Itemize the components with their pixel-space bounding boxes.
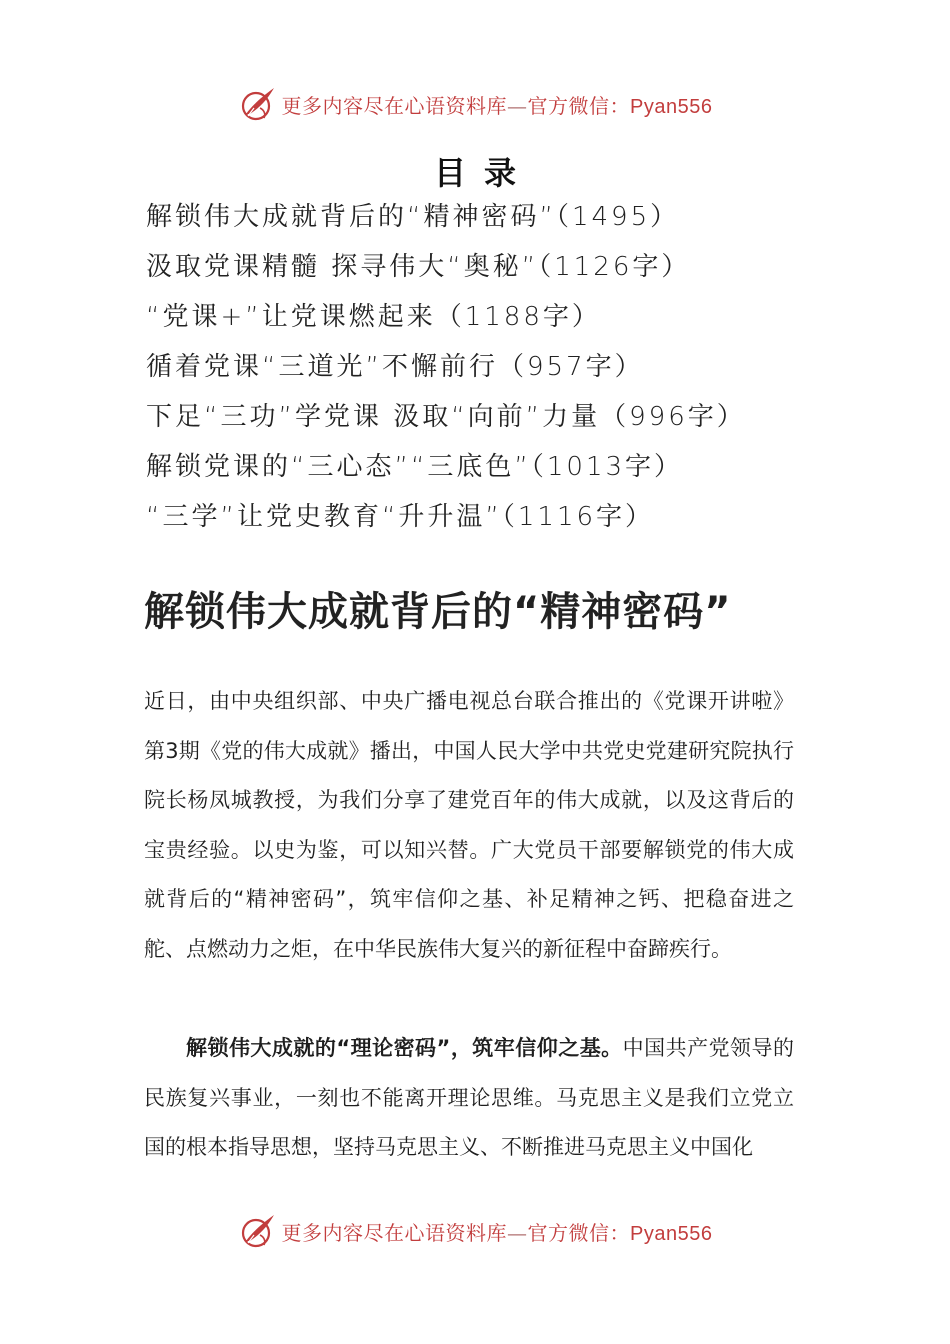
banner-text [282,90,713,119]
toc-item: “三学”让党史教育“升升温”（1116字） [146,502,655,532]
article-paragraph-1: 近日，由中央组织部、中央广播电视总台联合推出的《党课开讲啦》第3期《党的伟大成就》播出，中国人民大学中共党史党建研究院执行院长杨凤城教授，为我们分享了建党百年的伟大成就，以及这背后的宝贵经验。以史为鉴，可以知兴替。广大党员干部要解锁党的伟大成就背后的“精神密码”，筑牢信仰之基、补足精神之钙、把稳奋进之舵、点燃动力之炬，在中华民族伟大复兴的新征程中奋蹄疾行。 [144,689,794,961]
toc-item: 循着党课“三道光”不懈前行（957字） [146,352,644,382]
banner-official-label: 官方微信： [527,93,631,118]
banner-main-text: 更多内容尽在心语资料库 [281,93,508,118]
quill-pen-logo-icon [238,84,278,124]
banner-wechat-id: Pyan556 [630,95,713,118]
banner-main-text: 更多内容尽在心语资料库 [281,1220,508,1245]
toc-item: 解锁党课的“三心态”“三底色”（1013字） [146,452,684,482]
toc-item: 解锁伟大成就背后的“精神密码”（1495） [146,202,680,232]
header-banner [0,82,950,126]
paragraph-lead-sentence: 解锁伟大成就的“理论密码”，筑牢信仰之基。 [186,1036,623,1060]
footer-banner [0,1209,950,1253]
table-of-contents [146,192,806,542]
banner-text [282,1217,713,1246]
banner-dash: — [507,1220,528,1245]
banner-dash: — [507,93,528,118]
quill-pen-logo-icon [238,1211,278,1251]
toc-item: 汲取党课精髓 探寻伟大“奥秘”（1126字） [146,252,691,282]
toc-item: “党课+”让党课燃起来（1188字） [146,302,601,332]
toc-title: 目录 [433,154,534,192]
banner-official-label: 官方微信： [527,1220,631,1245]
article-paragraph-2 [144,1024,794,1173]
article-title: 解锁伟大成就背后的“精神密码” [144,589,732,635]
banner-wechat-id: Pyan556 [630,1222,713,1245]
toc-item: 下足“三功”学党课 汲取“向前”力量（996字） [146,402,746,432]
paragraph-body: 中国共产党领导的民族复兴事业，一刻也不能离开理论思维。马克思主义是我们立党立国的根本指导思想，坚持马克思主义、不断推进马克思主义中国化 [144,1036,795,1160]
